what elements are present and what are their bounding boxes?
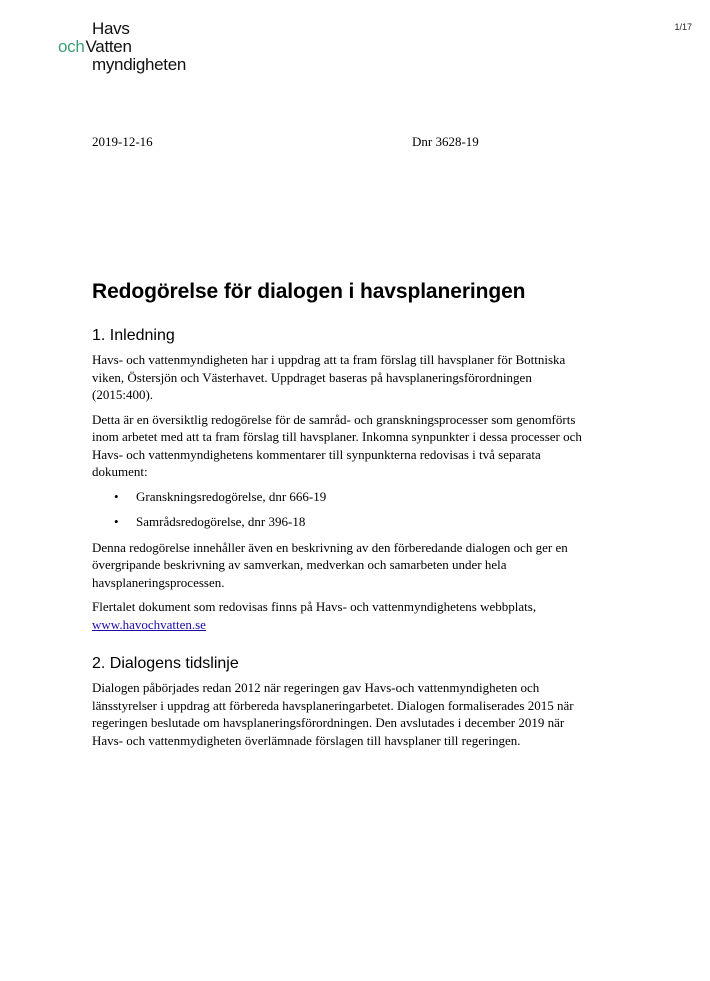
list-item-text: Samrådsredogörelse, dnr 396-18 — [136, 514, 306, 529]
agency-logo — [58, 18, 208, 82]
paragraph: Denna redogörelse innehåller även en beskrivning av den förberedande dialogen och ger en övergripande beskrivning av samverkan, medverkan och samarbeten under hela havsplaneringsprocessen. — [92, 539, 568, 590]
paragraph — [92, 598, 582, 633]
paragraph-text: Flertalet dokument som redovisas finns på Havs- och vattenmyndighetens webbplats, — [92, 599, 537, 614]
document-dnr: Dnr 3628-19 — [412, 134, 479, 149]
bullet-list — [92, 488, 582, 531]
list-item — [92, 513, 582, 531]
logo-vatten: Vatten — [85, 37, 132, 56]
paragraph: Dialogen påbörjades redan 2012 när regeringen gav Havs-och vattenmyndigheten och länsstyrelser i uppdrag att förbereda havsplaneringarbetet. Dialogen formaliserades 2015 när regeringen beslutade om havsplaneringsförordningen. Den avslutades i december 2019 när Havs- och vattenmydigheten överlämnade förslagen till havsplaner till regeringen. — [92, 680, 574, 748]
paragraph: Detta är en översiktlig redogörelse för de samråd- och granskningsprocesser som genomförts inom arbetet med att ta fram förslag till havsplaner. Inkomna synpunkter i dessa processer och Havs- och vattenmyndighetens kommentarer till synpunkterna redovisas i två separata dokument: — [92, 411, 582, 479]
bullet-icon: • — [114, 488, 119, 504]
section-heading-tidslinje: 2. Dialogens tidslinje — [92, 655, 239, 672]
paragraph: Havs- och vattenmyndigheten har i uppdrag att ta fram förslag till havsplaner för Bottniska viken, Östersjön och Västerhavet. Uppdraget baseras på havsplaneringsförordningen (2015:400). — [92, 352, 566, 402]
document-body — [92, 278, 582, 756]
section-heading-inledning: 1. Inledning — [92, 327, 175, 344]
bullet-icon: • — [114, 514, 119, 529]
list-item-text: Granskningsredogörelse, dnr 666-19 — [136, 488, 327, 504]
document-title: Redogörelse för dialogen i havsplaneringen — [92, 280, 526, 303]
logo-och: och — [58, 37, 85, 56]
logo-line-och-vatten — [58, 38, 132, 56]
page-number: 1/17 — [674, 22, 692, 32]
logo-line-havs: Havs — [92, 19, 130, 38]
list-item — [92, 488, 582, 506]
section-spacer — [92, 640, 582, 654]
website-link[interactable]: www.havochvatten.se — [92, 616, 206, 632]
logo-line-myndigheten: myndigheten — [92, 55, 187, 74]
document-date: 2019-12-16 — [92, 134, 153, 149]
